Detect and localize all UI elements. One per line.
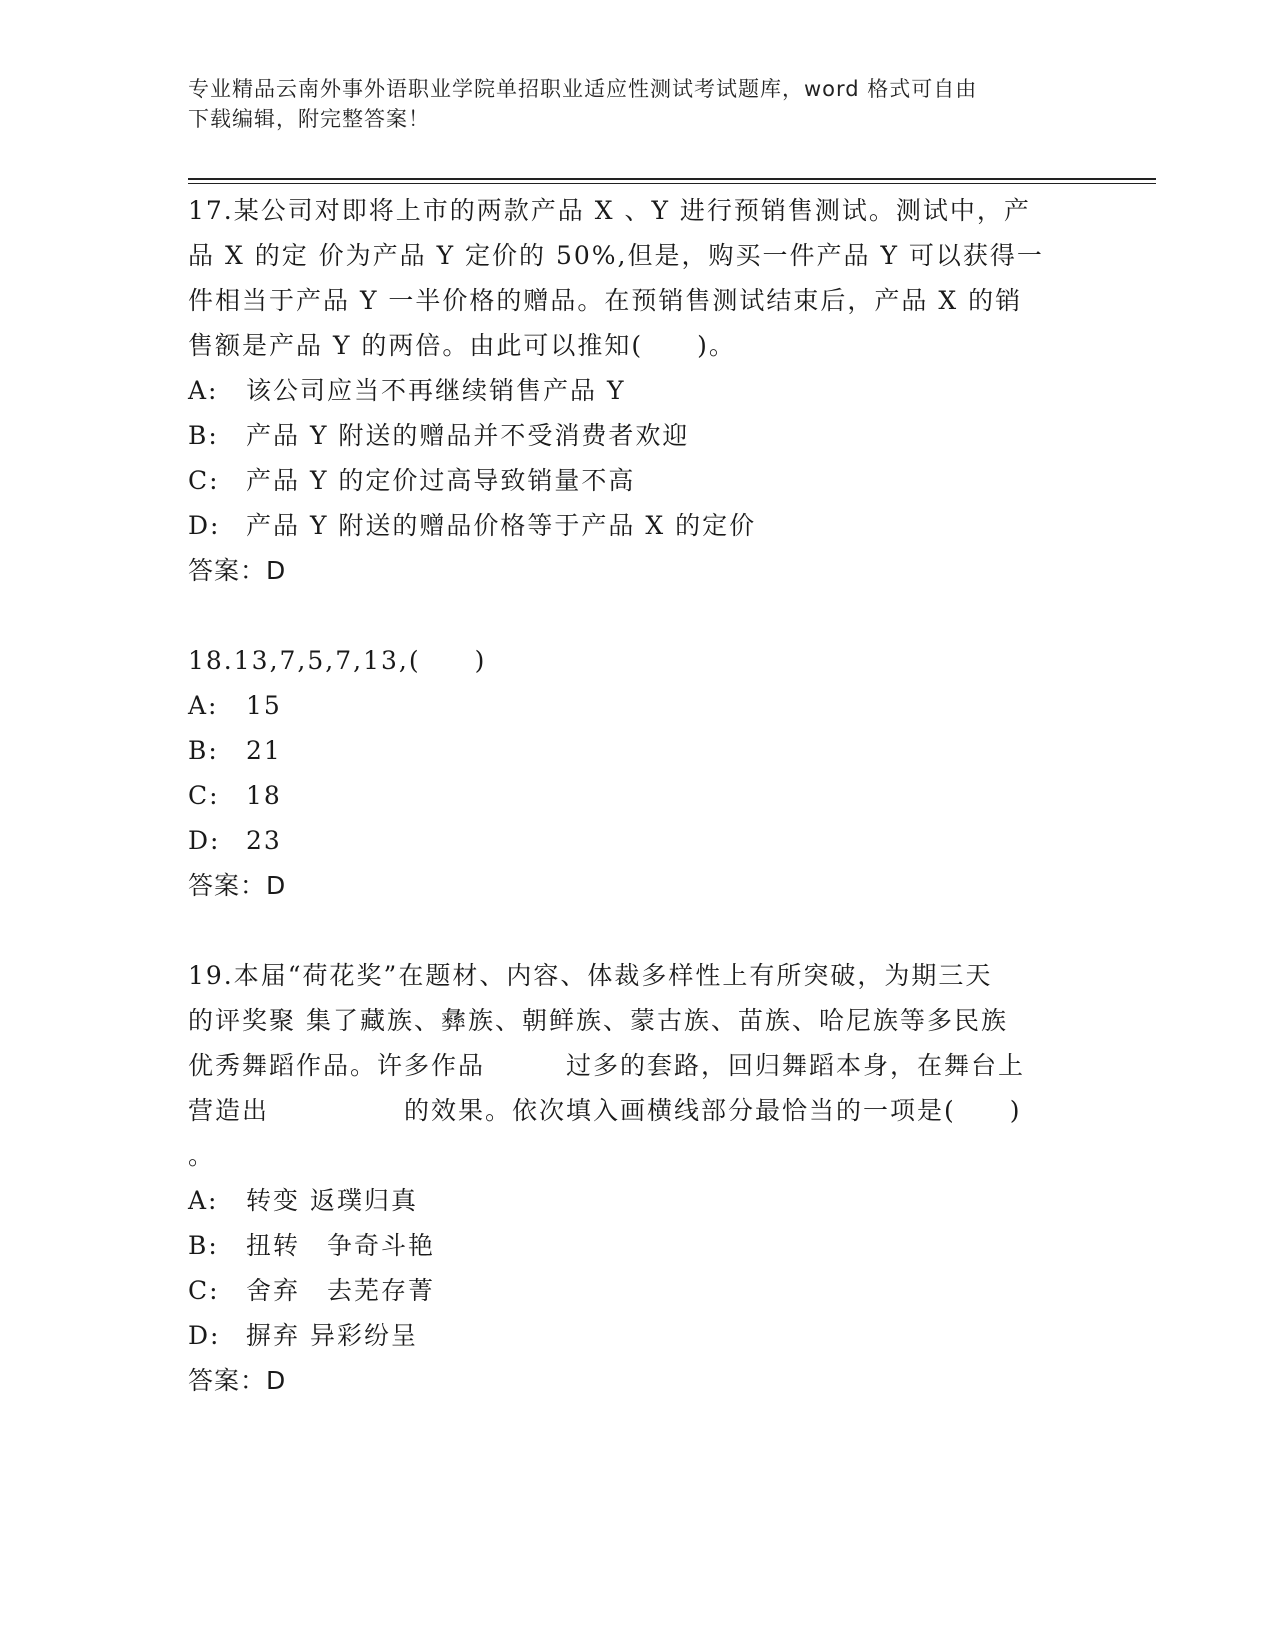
header-divider-thick bbox=[188, 178, 1156, 180]
option-letter: B: bbox=[188, 736, 219, 765]
option-text: 产品 Y 附送的赠品并不受消费者欢迎 bbox=[246, 421, 690, 450]
option-letter: A: bbox=[188, 1186, 219, 1215]
option-d bbox=[188, 818, 1088, 863]
option-text: 转变 返璞归真 bbox=[246, 1186, 418, 1215]
option-letter: D: bbox=[188, 511, 221, 540]
option-c bbox=[188, 458, 1088, 503]
option-b bbox=[188, 1223, 1088, 1268]
question-stem-line: 19.本届“荷花奖”在题材、内容、体裁多样性上有所突破，为期三天 bbox=[188, 961, 993, 990]
question-spacer bbox=[188, 593, 1088, 638]
option-text: 产品 Y 的定价过高导致销量不高 bbox=[246, 466, 636, 495]
page-header bbox=[188, 74, 1088, 134]
option-text: 扭转 争奇斗艳 bbox=[246, 1231, 436, 1260]
option-text: 该公司应当不再继续销售产品 Y bbox=[246, 376, 626, 405]
option-b bbox=[188, 413, 1088, 458]
question-stem-line: 件相当于产品 Y 一半价格的赠品。在预销售测试结束后，产品 X 的销 bbox=[188, 286, 1023, 315]
option-letter: A: bbox=[188, 376, 219, 405]
question-stem-line: 。 bbox=[188, 1141, 216, 1170]
question-stem-line: 售额是产品 Y 的两倍。由此可以推知( )。 bbox=[188, 331, 736, 360]
option-letter: D: bbox=[188, 1321, 221, 1350]
question-stem-line: 18.13,7,5,7,13,( ) bbox=[188, 646, 487, 675]
option-letter: D: bbox=[188, 826, 221, 855]
question-19 bbox=[188, 953, 1088, 1403]
option-text: 15 bbox=[246, 691, 282, 720]
header-line-2: 下载编辑，附完整答案！ bbox=[188, 107, 430, 131]
option-d bbox=[188, 503, 1088, 548]
option-text: 18 bbox=[246, 781, 282, 810]
option-text: 产品 Y 附送的赠品价格等于产品 X 的定价 bbox=[246, 511, 757, 540]
question-list bbox=[188, 188, 1088, 1403]
header-divider-thin bbox=[188, 183, 1156, 184]
option-text: 23 bbox=[246, 826, 282, 855]
option-letter: C: bbox=[188, 781, 220, 810]
header-line-1: 专业精品云南外事外语职业学院单招职业适应性测试考试题库，word 格式可自由 bbox=[188, 77, 978, 101]
option-a bbox=[188, 368, 1088, 413]
option-c bbox=[188, 1268, 1088, 1313]
answer: 答案：D bbox=[188, 1366, 287, 1395]
answer: 答案：D bbox=[188, 871, 287, 900]
option-letter: C: bbox=[188, 466, 220, 495]
answer: 答案：D bbox=[188, 556, 287, 585]
option-text: 舍弃 去芜存菁 bbox=[246, 1276, 436, 1305]
option-letter: B: bbox=[188, 1231, 219, 1260]
question-17 bbox=[188, 188, 1088, 593]
option-letter: A: bbox=[188, 691, 219, 720]
question-stem-line: 的评奖聚 集了藏族、彝族、朝鲜族、蒙古族、苗族、哈尼族等多民族 bbox=[188, 1006, 1008, 1035]
option-a bbox=[188, 1178, 1088, 1223]
question-stem-line: 优秀舞蹈作品。许多作品 过多的套路，回归舞蹈本身，在舞台上 bbox=[188, 1051, 1026, 1080]
option-letter: B: bbox=[188, 421, 219, 450]
option-c bbox=[188, 773, 1088, 818]
option-d bbox=[188, 1313, 1088, 1358]
question-stem-line: 营造出 的效果。依次填入画横线部分最恰当的一项是( ) bbox=[188, 1096, 1022, 1125]
option-text: 摒弃 异彩纷呈 bbox=[246, 1321, 418, 1350]
option-a bbox=[188, 683, 1088, 728]
question-stem-line: 17.某公司对即将上市的两款产品 X 、Y 进行预销售测试。测试中，产 bbox=[188, 196, 1031, 225]
question-spacer bbox=[188, 908, 1088, 953]
option-b bbox=[188, 728, 1088, 773]
option-text: 21 bbox=[246, 736, 282, 765]
question-stem-line: 品 X 的定 价为产品 Y 定价的 50%,但是，购买一件产品 Y 可以获得一 bbox=[188, 241, 1044, 270]
option-letter: C: bbox=[188, 1276, 220, 1305]
question-18 bbox=[188, 638, 1088, 908]
